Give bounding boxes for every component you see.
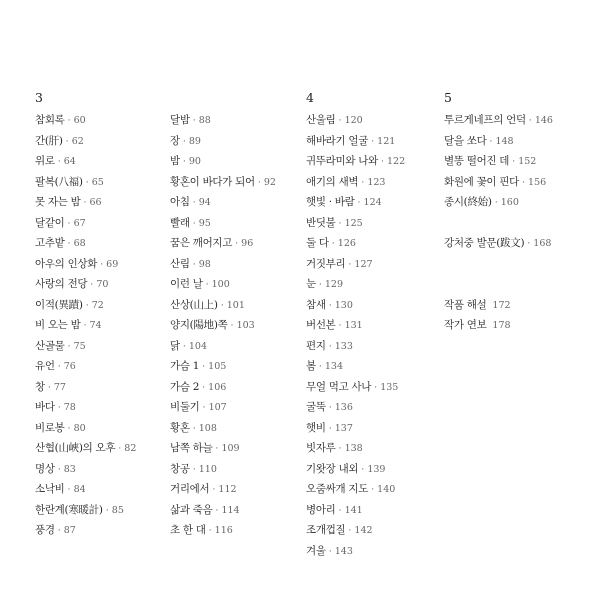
entry-title: 빨래: [170, 216, 190, 229]
entry-page-number: · 142: [348, 525, 372, 536]
part-number: 3: [35, 90, 43, 105]
entry-page-number: · 148: [489, 136, 513, 147]
toc-entry: [170, 397, 303, 418]
entry-title: 유언: [35, 360, 55, 372]
entry-page-number: · 64: [58, 156, 76, 167]
entry-title: 해바라기 얼굴: [306, 134, 369, 147]
toc-entry: [306, 438, 444, 459]
toc-entry: [170, 233, 303, 254]
entry-page-number: · 124: [358, 197, 382, 208]
spacer: [444, 254, 596, 275]
entry-title: 장: [170, 134, 180, 147]
entry-page-number: · 75: [68, 341, 86, 352]
toc-entry: [306, 295, 444, 316]
toc-column-part-3-continued: [170, 91, 303, 541]
toc-entry: [170, 254, 303, 275]
toc-entry: [170, 131, 303, 152]
entry-page-number: · 108: [193, 423, 217, 434]
entry-title: 편지: [306, 339, 326, 352]
entry-page-number: · 82: [118, 443, 136, 454]
entry-title: 위로: [35, 155, 55, 167]
toc-entry: [444, 295, 596, 316]
entry-page-number: · 106: [202, 382, 226, 393]
toc-entry: [35, 233, 165, 254]
toc-entry: [306, 213, 444, 234]
entry-title: 화원에 꽃이 핀다: [444, 175, 519, 188]
toc-entry: [306, 459, 444, 480]
entry-title: 가슴 2: [170, 380, 200, 393]
entry-title: 빗자루: [306, 442, 336, 454]
toc-entry: [170, 418, 303, 439]
entry-title: 햇빛 · 바람: [306, 196, 355, 208]
entry-list: [35, 110, 165, 541]
entry-title: 꿈은 깨어지고: [170, 237, 233, 249]
entry-title: 눈: [306, 278, 316, 290]
entry-page-number: · 138: [339, 443, 363, 454]
entry-page-number: · 123: [361, 177, 385, 188]
entry-title: 한란계(寒暖計): [35, 503, 103, 516]
entry-title: 반딧불: [306, 216, 336, 229]
entry-title: 명상: [35, 462, 55, 475]
entry-page-number: · 131: [339, 320, 363, 331]
entry-list-afterword: [444, 233, 596, 254]
toc-entry: [170, 500, 303, 521]
toc-entry: [170, 172, 303, 193]
entry-page-number: · 156: [522, 177, 546, 188]
entry-title: 참회록: [35, 114, 65, 126]
toc-entry: [35, 274, 165, 295]
toc-entry: [306, 192, 444, 213]
entry-title: 종시(終始): [444, 196, 492, 208]
toc-entry: [170, 192, 303, 213]
entry-page-number: · 136: [329, 402, 353, 413]
entry-title: 거리에서: [170, 483, 210, 495]
entry-title: 오줌싸개 지도: [306, 483, 369, 495]
entry-page-number: · 98: [193, 259, 211, 270]
entry-title: 달밤: [170, 114, 190, 126]
entry-title: 창: [35, 380, 45, 393]
entry-title: 밤: [170, 155, 180, 167]
entry-title: 별똥 떨어진 데: [444, 155, 510, 167]
entry-title: 겨울: [306, 544, 326, 557]
toc-entry: [170, 377, 303, 398]
entry-page-number: · 116: [209, 525, 233, 536]
entry-page-number: · 125: [339, 218, 363, 229]
entry-title: 사랑의 전당: [35, 278, 88, 290]
entry-page-number: 178: [492, 320, 511, 331]
toc-column-part-5: [444, 91, 596, 336]
entry-title: 참새: [306, 298, 326, 311]
entry-page-number: · 126: [332, 238, 356, 249]
entry-page-number: · 137: [329, 423, 353, 434]
entry-page-number: · 139: [361, 464, 385, 475]
entry-page-number: · 112: [212, 484, 236, 495]
toc-entry: [35, 356, 165, 377]
toc-entry: [170, 213, 303, 234]
entry-page-number: · 90: [183, 156, 201, 167]
entry-page-number: · 69: [100, 259, 118, 270]
entry-title: 무얼 먹고 사나: [306, 380, 372, 393]
entry-page-number: · 72: [86, 300, 104, 311]
toc-entry: [444, 315, 596, 336]
entry-page-number: · 135: [374, 382, 398, 393]
toc-entry: [306, 397, 444, 418]
entry-page-number: · 66: [83, 197, 101, 208]
entry-page-number: · 129: [319, 279, 343, 290]
entry-title: 이적(異蹟): [35, 298, 83, 311]
toc-entry: [35, 418, 165, 439]
toc-entry: [306, 479, 444, 500]
toc-entry: [170, 274, 303, 295]
toc-entry: [35, 151, 165, 172]
entry-page-number: · 109: [215, 443, 239, 454]
entry-page-number: · 95: [193, 218, 211, 229]
entry-page-number: · 104: [183, 341, 207, 352]
toc-entry: [306, 418, 444, 439]
entry-page-number: · 110: [193, 464, 217, 475]
entry-page-number: · 140: [371, 484, 395, 495]
toc-entry: [444, 131, 596, 152]
toc-entry: [306, 520, 444, 541]
entry-page-number: · 83: [58, 464, 76, 475]
entry-title: 남쪽 하늘: [170, 442, 213, 454]
entry-page-number: · 85: [106, 505, 124, 516]
entry-title: 삶과 죽음: [170, 503, 213, 516]
toc-entry: [35, 336, 165, 357]
entry-title: 고추밭: [35, 237, 65, 249]
toc-entry: [444, 192, 596, 213]
entry-page-number: · 121: [371, 136, 395, 147]
entry-title: 둘 다: [306, 237, 329, 249]
entry-title: 못 자는 밤: [35, 196, 81, 208]
entry-page-number: · 141: [339, 505, 363, 516]
toc-entry: [170, 520, 303, 541]
entry-page-number: · 120: [339, 115, 363, 126]
entry-page-number: · 76: [58, 361, 76, 372]
toc-entry: [170, 110, 303, 131]
entry-title: 굴뚝: [306, 401, 326, 413]
entry-title: 달같이: [35, 216, 65, 229]
toc-column-part-4: [306, 91, 444, 561]
entry-title: 초 한 대: [170, 524, 206, 536]
entry-title: 비로봉: [35, 421, 65, 434]
toc-column-part-3: [35, 91, 165, 541]
entry-page-number: · 60: [68, 115, 86, 126]
entry-title: 팔복(八福): [35, 175, 83, 188]
entry-page-number: · 67: [68, 218, 86, 229]
toc-entry: [170, 315, 303, 336]
entry-title: 봄: [306, 360, 316, 372]
toc-entry: [35, 172, 165, 193]
entry-title: 황혼: [170, 421, 190, 434]
toc-entry: [306, 151, 444, 172]
entry-title: 달을 쏘다: [444, 134, 487, 147]
toc-entry: [444, 172, 596, 193]
entry-title: 산울림: [306, 114, 336, 126]
toc-entry: [35, 479, 165, 500]
entry-title: 황혼이 바다가 되어: [170, 175, 255, 188]
entry-page-number: · 168: [527, 238, 551, 249]
entry-title: 투르게네프의 언덕: [444, 114, 526, 126]
part-number: 5: [444, 90, 452, 105]
toc-entry: [35, 295, 165, 316]
entry-page-number: · 127: [348, 259, 372, 270]
entry-page-number: · 92: [258, 177, 276, 188]
entry-list-appendix: [444, 295, 596, 336]
toc-entry: [306, 254, 444, 275]
toc-entry: [35, 110, 165, 131]
toc-entry: [35, 213, 165, 234]
entry-page-number: · 122: [381, 156, 405, 167]
entry-title: 병아리: [306, 503, 336, 516]
entry-title: 비둘기: [170, 401, 200, 413]
entry-page-number: · 62: [66, 136, 84, 147]
toc-entry: [306, 541, 444, 562]
entry-page-number: · 114: [215, 505, 239, 516]
entry-title: 소낙비: [35, 483, 65, 495]
entry-page-number: 172: [492, 299, 511, 311]
toc-entry: [170, 151, 303, 172]
toc-entry: [35, 459, 165, 480]
entry-page-number: · 84: [68, 484, 86, 495]
toc-entry: [35, 192, 165, 213]
toc-entry: [306, 274, 444, 295]
entry-title: 기왓장 내외: [306, 462, 359, 475]
entry-title: 가슴 1: [170, 360, 200, 372]
entry-page-number: · 143: [329, 546, 353, 557]
toc-entry: [170, 479, 303, 500]
entry-list: [306, 110, 444, 561]
entry-page-number: · 74: [83, 320, 101, 331]
entry-page-number: · 96: [235, 238, 253, 249]
toc-entry: [35, 254, 165, 275]
entry-title: 작가 연보: [444, 319, 487, 331]
toc-entry: [306, 315, 444, 336]
entry-list: [170, 110, 303, 541]
entry-title: 간(肝): [35, 134, 63, 147]
toc-entry: [306, 377, 444, 398]
entry-page-number: · 70: [90, 279, 108, 290]
toc-entry: [35, 500, 165, 521]
entry-page-number: · 80: [68, 423, 86, 434]
toc-entry: [444, 233, 596, 254]
entry-title: 애기의 새벽: [306, 175, 359, 188]
entry-title: 비 오는 밤: [35, 319, 81, 331]
entry-page-number: · 152: [512, 156, 536, 167]
entry-title: 햇비: [306, 421, 326, 434]
toc-entry: [306, 110, 444, 131]
entry-page-number: · 160: [495, 197, 519, 208]
toc-entry: [35, 377, 165, 398]
toc-entry: [170, 336, 303, 357]
entry-page-number: · 105: [202, 361, 226, 372]
entry-title: 귀뚜라미와 나와: [306, 155, 378, 167]
entry-title: 거짓부리: [306, 257, 346, 270]
entry-title: 바다: [35, 401, 55, 413]
entry-list: [444, 110, 596, 213]
entry-page-number: · 87: [58, 525, 76, 536]
entry-page-number: · 134: [319, 361, 343, 372]
entry-page-number: · 130: [329, 300, 353, 311]
entry-page-number: · 89: [183, 136, 201, 147]
entry-title: 산협(山峽)의 오후: [35, 442, 116, 454]
entry-title: 창공: [170, 462, 190, 475]
toc-entry: [35, 438, 165, 459]
toc-entry: [170, 459, 303, 480]
entry-title: 이런 날: [170, 278, 203, 290]
toc-entry: [306, 233, 444, 254]
entry-page-number: · 78: [58, 402, 76, 413]
entry-title: 버선본: [306, 319, 336, 331]
entry-title: 산골물: [35, 339, 65, 352]
toc-entry: [35, 397, 165, 418]
entry-page-number: · 100: [206, 279, 230, 290]
entry-page-number: · 65: [86, 177, 104, 188]
entry-title: 산림: [170, 257, 190, 270]
entry-title: 아침: [170, 196, 190, 208]
entry-title: 강처중 발문(跋文): [444, 237, 525, 249]
entry-page-number: · 133: [329, 341, 353, 352]
entry-title: 양지(陽地)쪽: [170, 319, 228, 331]
spacer: [444, 213, 596, 234]
toc-entry: [170, 295, 303, 316]
toc-entry: [444, 110, 596, 131]
entry-title: 풍경: [35, 524, 55, 536]
toc-entry: [444, 151, 596, 172]
entry-title: 산상(山上): [170, 298, 218, 311]
entry-title: 작품 해설: [444, 298, 487, 311]
entry-page-number: · 146: [529, 115, 553, 126]
entry-page-number: · 103: [231, 320, 255, 331]
toc-entry: [306, 500, 444, 521]
toc-entry: [306, 356, 444, 377]
toc-entry: [306, 172, 444, 193]
part-number: [170, 91, 303, 105]
entry-page-number: · 77: [48, 382, 66, 393]
toc-entry: [35, 131, 165, 152]
toc-entry: [35, 520, 165, 541]
toc-entry: [170, 438, 303, 459]
entry-page-number: · 88: [193, 115, 211, 126]
entry-page-number: · 94: [193, 197, 211, 208]
entry-page-number: · 107: [203, 402, 227, 413]
toc-entry: [306, 131, 444, 152]
toc-entry: [170, 356, 303, 377]
entry-title: 조개껍질: [306, 524, 346, 536]
spacer: [444, 274, 596, 295]
entry-page-number: · 101: [221, 300, 245, 311]
toc-entry: [306, 336, 444, 357]
toc-entry: [35, 315, 165, 336]
part-number: 4: [306, 90, 314, 105]
entry-page-number: · 68: [68, 238, 86, 249]
entry-title: 닭: [170, 339, 180, 352]
entry-title: 아우의 인상화: [35, 257, 98, 270]
